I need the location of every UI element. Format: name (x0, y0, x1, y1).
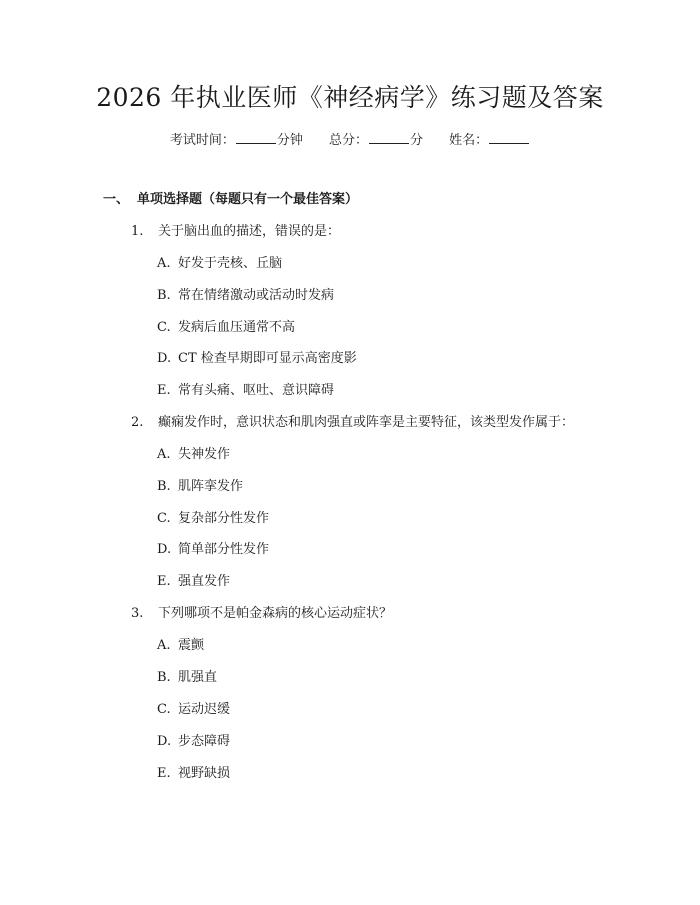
option-text: 简单部分性发作 (178, 542, 270, 557)
total-score-unit: 分 (410, 133, 424, 148)
option-text: 好发于壳核、丘脑 (178, 256, 283, 271)
question-number: 3. (131, 606, 144, 621)
question-2-option-e (157, 573, 230, 591)
student-name-blank (489, 131, 529, 144)
option-text: 震颤 (178, 638, 205, 653)
option-text: 发病后血压通常不高 (178, 320, 296, 335)
question-2-option-d (157, 541, 269, 559)
option-letter: C. (157, 511, 171, 526)
question-text: 癫痫发作时，意识状态和肌肉强直或阵挛是主要特征，该类型发作属于： (158, 415, 575, 430)
question-number: 1. (131, 224, 144, 239)
option-letter: E. (157, 766, 171, 781)
question-2 (131, 414, 574, 432)
question-1-option-e (157, 382, 334, 400)
question-text: 下列哪项不是帕金森病的核心运动症状？ (158, 606, 393, 621)
question-2-option-b (157, 478, 243, 496)
option-text: 运动迟缓 (178, 702, 231, 717)
total-score-field (329, 131, 423, 150)
question-text: 关于脑出血的描述，错误的是： (158, 224, 341, 239)
question-3 (131, 605, 392, 623)
option-letter: A. (157, 256, 171, 271)
option-letter: D. (157, 734, 172, 749)
option-text: CT 检查早期即可显示高密度影 (178, 351, 357, 366)
option-text: 强直发作 (178, 574, 231, 589)
option-letter: C. (157, 320, 171, 335)
question-3-option-c (157, 701, 230, 719)
student-name-label: 姓名： (449, 133, 489, 148)
option-letter: E. (157, 383, 171, 398)
student-name-field (449, 131, 530, 150)
option-text: 复杂部分性发作 (178, 511, 270, 526)
option-letter: E. (157, 574, 171, 589)
question-number: 2. (131, 415, 144, 430)
question-3-option-b (157, 669, 217, 687)
question-3-option-d (157, 733, 230, 751)
question-1-option-d (157, 350, 357, 368)
question-3-option-a (157, 637, 204, 655)
exam-time-label: 考试时间： (169, 133, 235, 148)
option-letter: A. (157, 447, 171, 462)
exam-time-field (170, 131, 303, 150)
option-text: 步态障碍 (178, 734, 231, 749)
option-text: 视野缺损 (178, 766, 231, 781)
exam-meta-line (0, 131, 700, 150)
option-text: 肌阵挛发作 (178, 479, 244, 494)
option-letter: B. (157, 670, 171, 685)
question-1-option-b (157, 287, 334, 305)
option-letter: B. (157, 479, 171, 494)
question-1 (131, 223, 340, 241)
section-title: 单项选择题（每题只有一个最佳答案） (137, 192, 359, 207)
total-score-blank (369, 131, 409, 144)
option-text: 失神发作 (178, 447, 231, 462)
exam-time-blank (236, 131, 276, 144)
page-title: 2026 年执业医师《神经病学》练习题及答案 (96, 83, 604, 112)
section-heading (103, 191, 358, 209)
option-letter: C. (157, 702, 171, 717)
total-score-label: 总分： (328, 133, 368, 148)
question-1-option-c (157, 319, 295, 337)
option-text: 常在情绪激动或活动时发病 (178, 288, 335, 303)
option-letter: A. (157, 638, 171, 653)
option-text: 肌强直 (178, 670, 218, 685)
question-2-option-a (157, 446, 230, 464)
option-letter: D. (157, 542, 172, 557)
question-1-option-a (157, 255, 282, 273)
option-letter: D. (157, 351, 172, 366)
section-number: 一、 (103, 192, 130, 207)
question-2-option-c (157, 510, 269, 528)
option-text: 常有头痛、呕吐、意识障碍 (178, 383, 335, 398)
option-letter: B. (157, 288, 171, 303)
question-3-option-e (157, 765, 230, 783)
exam-time-unit: 分钟 (276, 133, 303, 148)
